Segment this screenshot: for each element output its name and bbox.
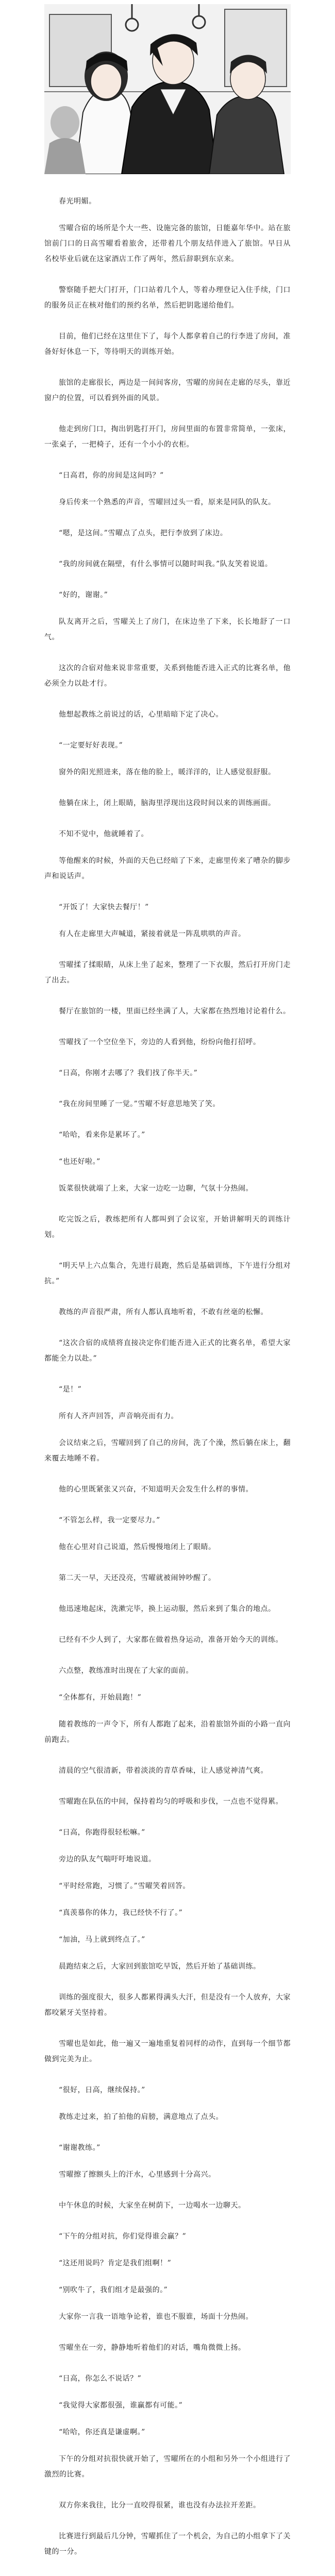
paragraph: 会议结束之后，雪曜回到了自己的房间，洗了个澡，然后躺在床上，翻来覆去地睡不着。 xyxy=(44,1439,291,1463)
paragraph: 旅馆的走廊很长，两边是一间间客房，雪曜的房间在走廊的尽头，靠近窗户的位置，可以看到外面的风景。 xyxy=(44,379,291,402)
paragraph: 餐厅在旅馆的一楼，里面已经坐满了人，大家都在热烈地讨论着什么。 xyxy=(59,1007,291,1015)
paragraph: 身后传来一个熟悉的声音，雪曜回过头一看，原来是同队的队友。 xyxy=(59,498,276,506)
paragraph: 队友离开之后，雪曜关上了房门，在床边坐了下来，长长地舒了一口气。 xyxy=(44,618,291,641)
paragraph: “平时经常跑，习惯了。”雪曜笑着回答。 xyxy=(59,1882,190,1890)
document-page xyxy=(0,4,335,2576)
paragraph: 旁边的队友气喘吁吁地说道。 xyxy=(59,1855,156,1863)
paragraph: 所有人齐声回答，声音响亮而有力。 xyxy=(59,1412,178,1420)
paragraph: “真羡慕你的体力，我已经快不行了。” xyxy=(59,1909,183,1917)
paragraph: 警察随手把大门打开，门口站着几个人，等着办理登记入住手续，门口的服务员正在核对他们的预约名单，然后把钥匙递给他们。 xyxy=(44,286,291,310)
paragraph: 吃完饭之后，教练把所有人都叫到了会议室，开始讲解明天的训练计划。 xyxy=(44,1215,291,1239)
paragraph: 清晨的空气很清新，带着淡淡的青草香味，让人感觉神清气爽。 xyxy=(59,1767,268,1775)
paragraph: “日高君，你的房间是这间吗？” xyxy=(59,471,164,480)
paragraph: 六点整，教练准时出现在了大家的面前。 xyxy=(59,1667,193,1675)
paragraph: 春光明媚。 xyxy=(59,197,96,206)
paragraph: 窗外的阳光照进来，落在他的脸上，暖洋洋的，让人感觉很舒服。 xyxy=(59,768,276,776)
paragraph: 教练走过来，拍了拍他的肩膀，满意地点了点头。 xyxy=(59,2113,223,2121)
paragraph: “日高，你怎么不说话？” xyxy=(59,2375,142,2383)
paragraph: 教练的声音很严肃，所有人都认真地听着，不敢有丝毫的松懈。 xyxy=(59,1308,268,1316)
paragraph: “我在房间里睡了一觉。”雪曜不好意思地笑了笑。 xyxy=(59,1100,220,1108)
manga-train-scene-illustration-icon xyxy=(44,4,291,174)
illustration xyxy=(44,4,291,174)
paragraph: “别吹牛了，我们组才是最强的。” xyxy=(59,2286,168,2294)
paragraph: “很好，日高，继续保持。” xyxy=(59,2086,145,2094)
paragraph: “这次合宿的成绩将直接决定你们能否进入正式的比赛名单，希望大家都能全力以赴。” xyxy=(44,1339,291,1363)
paragraph: 随着教练的一声令下，所有人都跑了起来，沿着旅馆外面的小路一直向前跑去。 xyxy=(44,1720,291,1744)
paragraph: 比赛进行到最后几分钟，雪曜抓住了一个机会，为自己的小组拿下了关键的一分。 xyxy=(44,2532,291,2556)
paragraph: 雪曜找了一个空位坐下，旁边的人看到他，纷纷向他打招呼。 xyxy=(59,1038,261,1046)
paragraph: “一定要好好表现。” xyxy=(59,741,123,750)
paragraph: “日高，你刚才去哪了？我们找了你半天。” xyxy=(59,1069,198,1077)
paragraph: 不知不觉中，他就睡着了。 xyxy=(59,830,148,838)
paragraph: 雪曜合宿的场所是个大一些、设施完备的旅馆，日能嘉年华中。站在旅馆前门口的日高雪曜看着旅舍，还带着几个朋友结伴进入了旅馆。早日从名校毕业后就在这家酒店工作了两年，然后辞职到东京来。 xyxy=(44,224,291,263)
paragraph: 有人在走廊里大声喊道，紧接着就是一阵乱哄哄的声音。 xyxy=(59,930,246,938)
paragraph: 雪曜揉了揉眼睛，从床上坐了起来，整理了一下衣服，然后打开房门走了出去。 xyxy=(44,961,291,985)
paragraph: “哈哈，你还真是谦虚啊。” xyxy=(59,2428,145,2436)
paragraph: 他躺在床上，闭上眼睛，脑海里浮现出这段时间以来的训练画面。 xyxy=(59,799,276,807)
paragraph: “谢谢教练。” xyxy=(59,2144,100,2152)
paragraph: 他的心里既紧张又兴奋，不知道明天会发生什么样的事情。 xyxy=(59,1485,253,1494)
paragraph: 下午的分组对抗很快就开始了，雪曜所在的小组和另外一个小组进行了激烈的比赛。 xyxy=(44,2455,291,2479)
paragraph: 已经有不少人到了，大家都在做着热身运动，准备开始今天的训练。 xyxy=(59,1636,283,1644)
paragraph: 雪曜坐在一旁，静静地听着他们的对话，嘴角微微上扬。 xyxy=(59,2344,246,2352)
paragraph: 饭菜很快就端了上来，大家一边吃一边聊，气氛十分热闹。 xyxy=(59,1184,253,1193)
paragraph: 中午休息的时候，大家坐在树荫下，一边喝水一边聊天。 xyxy=(59,2201,246,2210)
paragraph: 晨跑结束之后，大家回到旅馆吃早饭，然后开始了基础训练。 xyxy=(59,1962,261,1971)
paragraph: 训练的强度很大，很多人都累得满头大汗，但是没有一个人放弃，大家都咬紧牙关坚持着。 xyxy=(44,1993,291,2017)
paragraph: “加油，马上就到终点了。” xyxy=(59,1936,145,1944)
paragraph: 双方你来我往，比分一直咬得很紧，谁也没有办法拉开差距。 xyxy=(59,2501,261,2510)
paragraph: 雪曜也是如此，他一遍又一遍地重复着同样的动作，直到每一个细节都做到完美为止。 xyxy=(44,2040,291,2063)
paragraph: “这还用说吗？肯定是我们组啊！” xyxy=(59,2259,172,2267)
paragraph: 雪曜跑在队伍的中间，保持着均匀的呼吸和步伐，一点也不觉得累。 xyxy=(59,1798,283,1806)
paragraph: “是！” xyxy=(59,1385,82,1394)
paragraph: 第二天一早，天还没亮，雪曜就被闹钟吵醒了。 xyxy=(59,1574,216,1582)
paragraph: “日高，你跑得很轻松嘛。” xyxy=(59,1828,145,1837)
paragraph: 这次的合宿对他来说非常重要，关系到他能否进入正式的比赛名单，他必须全力以赴才行。 xyxy=(44,664,291,688)
paragraph: 他迅速地起床，洗漱完毕，换上运动服，然后来到了集合的地点。 xyxy=(59,1605,276,1613)
paragraph: “嗯，是这间。”雪曜点了点头，把行李放到了床边。 xyxy=(59,529,228,537)
paragraph: 他在心里对自己说道，然后慢慢地闭上了眼睛。 xyxy=(59,1543,216,1551)
paragraph: “明天早上六点集合，先进行晨跑，然后是基础训练，下午进行分组对抗。” xyxy=(44,1262,291,1285)
paragraph: “也还好啦。” xyxy=(59,1158,100,1166)
paragraph: “好的，谢谢。” xyxy=(59,591,108,599)
paragraph: 雪曜擦了擦额头上的汗水，心里感到十分高兴。 xyxy=(59,2171,216,2179)
paragraph: “哈哈，看来你是累坏了。” xyxy=(59,1131,145,1139)
article-body xyxy=(44,194,291,2576)
paragraph: “我觉得大家都很强，谁赢都有可能。” xyxy=(59,2401,183,2410)
paragraph: “全体都有，开始晨跑！” xyxy=(59,1693,142,1702)
paragraph: 他走到房门口，掏出钥匙打开门，房间里面的布置非常简单，一张床，一张桌子，一把椅子，还有一个小小的衣柜。 xyxy=(44,425,291,449)
paragraph: 目前，他们已经在这里住下了，每个人都拿着自己的行李进了房间，准备好好休息一下，等待明天的训练开始。 xyxy=(44,332,291,356)
paragraph: 等他醒来的时候，外面的天色已经暗了下来，走廊里传来了嘈杂的脚步声和说话声。 xyxy=(44,857,291,880)
paragraph: “不管怎么样，我一定要尽力。” xyxy=(59,1516,160,1524)
paragraph: “我的房间就在隔壁，有什么事情可以随时叫我。”队友笑着说道。 xyxy=(59,560,273,568)
paragraph: “开饭了！大家快去餐厅！” xyxy=(59,903,149,911)
paragraph: 大家你一言我一语地争论着，谁也不服谁，场面十分热闹。 xyxy=(59,2313,253,2321)
paragraph: 他想起教练之前说过的话，心里暗暗下定了决心。 xyxy=(59,710,223,719)
paragraph: “下午的分组对抗，你们觉得谁会赢？” xyxy=(59,2232,187,2241)
